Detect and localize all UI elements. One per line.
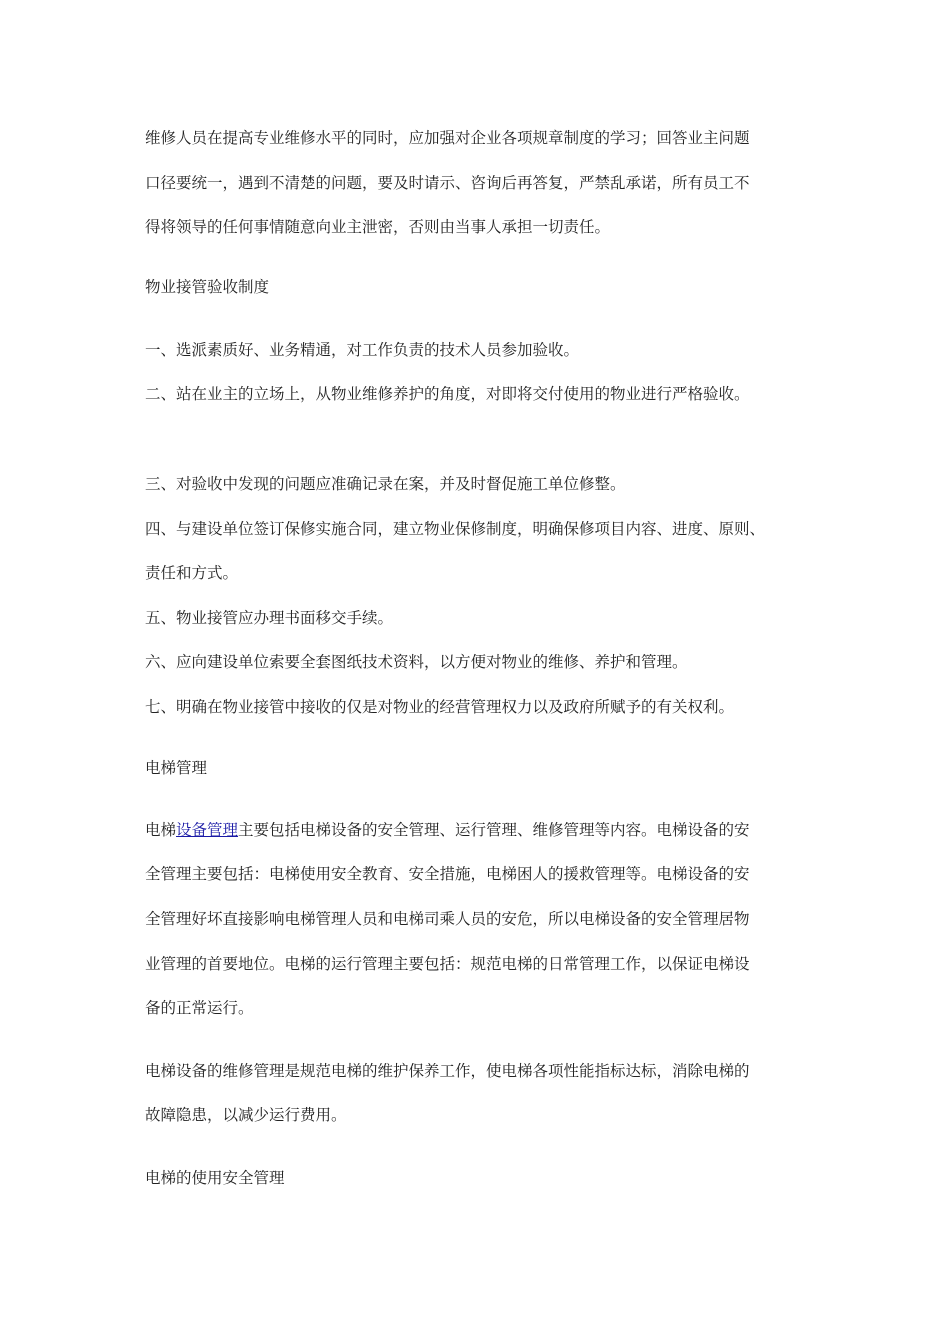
paragraph-line: 全管理好坏直接影响电梯管理人员和电梯司乘人员的安危，所以电梯设备的安全管理居物 xyxy=(145,910,750,928)
equipment-management-link[interactable]: 设备管理 xyxy=(176,821,239,839)
line-prefix: 电梯 xyxy=(145,821,177,839)
paragraph-line: 维修人员在提高专业维修水平的同时，应加强对企业各项规章制度的学习；回答业主问题 xyxy=(145,129,750,147)
list-item: 三、对验收中发现的问题应准确记录在案，并及时督促施工单位修整。 xyxy=(145,475,626,493)
list-item: 二、站在业主的立场上，从物业维修养护的角度，对即将交付使用的物业进行严格验收。 xyxy=(145,385,750,403)
list-item: 责任和方式。 xyxy=(145,564,239,582)
section-heading-safety: 电梯的使用安全管理 xyxy=(145,1169,285,1187)
list-item: 四、与建设单位签订保修实施合同，建立物业保修制度，明确保修项目内容、进度、原则、 xyxy=(145,520,766,538)
paragraph-line: 口径要统一，遇到不清楚的问题，要及时请示、咨询后再答复，严禁乱承诺，所有员工不 xyxy=(145,174,750,192)
list-item: 七、明确在物业接管中接收的仅是对物业的经营管理权力以及政府所赋予的有关权利。 xyxy=(145,698,735,716)
paragraph-line: 得将领导的任何事情随意向业主泄密，否则由当事人承担一切责任。 xyxy=(145,218,611,236)
line-suffix: 主要包括电梯设备的安全管理、运行管理、维修管理等内容。电梯设备的安 xyxy=(238,821,750,839)
paragraph-line: 备的正常运行。 xyxy=(145,999,254,1017)
paragraph-line: 业管理的首要地位。电梯的运行管理主要包括：规范电梯的日常管理工作，以保证电梯设 xyxy=(145,955,750,973)
paragraph-line xyxy=(145,820,750,840)
paragraph-line: 故障隐患，以减少运行费用。 xyxy=(145,1106,347,1124)
section-heading-acceptance: 物业接管验收制度 xyxy=(145,278,270,296)
section-heading-elevator: 电梯管理 xyxy=(145,759,208,777)
list-item: 一、选派素质好、业务精通，对工作负责的技术人员参加验收。 xyxy=(145,341,580,359)
paragraph-line: 电梯设备的维修管理是规范电梯的维护保养工作，使电梯各项性能指标达标，消除电梯的 xyxy=(145,1062,750,1080)
list-item: 六、应向建设单位索要全套图纸技术资料，以方便对物业的维修、养护和管理。 xyxy=(145,653,688,671)
list-item: 五、物业接管应办理书面移交手续。 xyxy=(145,609,394,627)
paragraph-line: 全管理主要包括：电梯使用安全教育、安全措施，电梯困人的援救管理等。电梯设备的安 xyxy=(145,865,750,883)
